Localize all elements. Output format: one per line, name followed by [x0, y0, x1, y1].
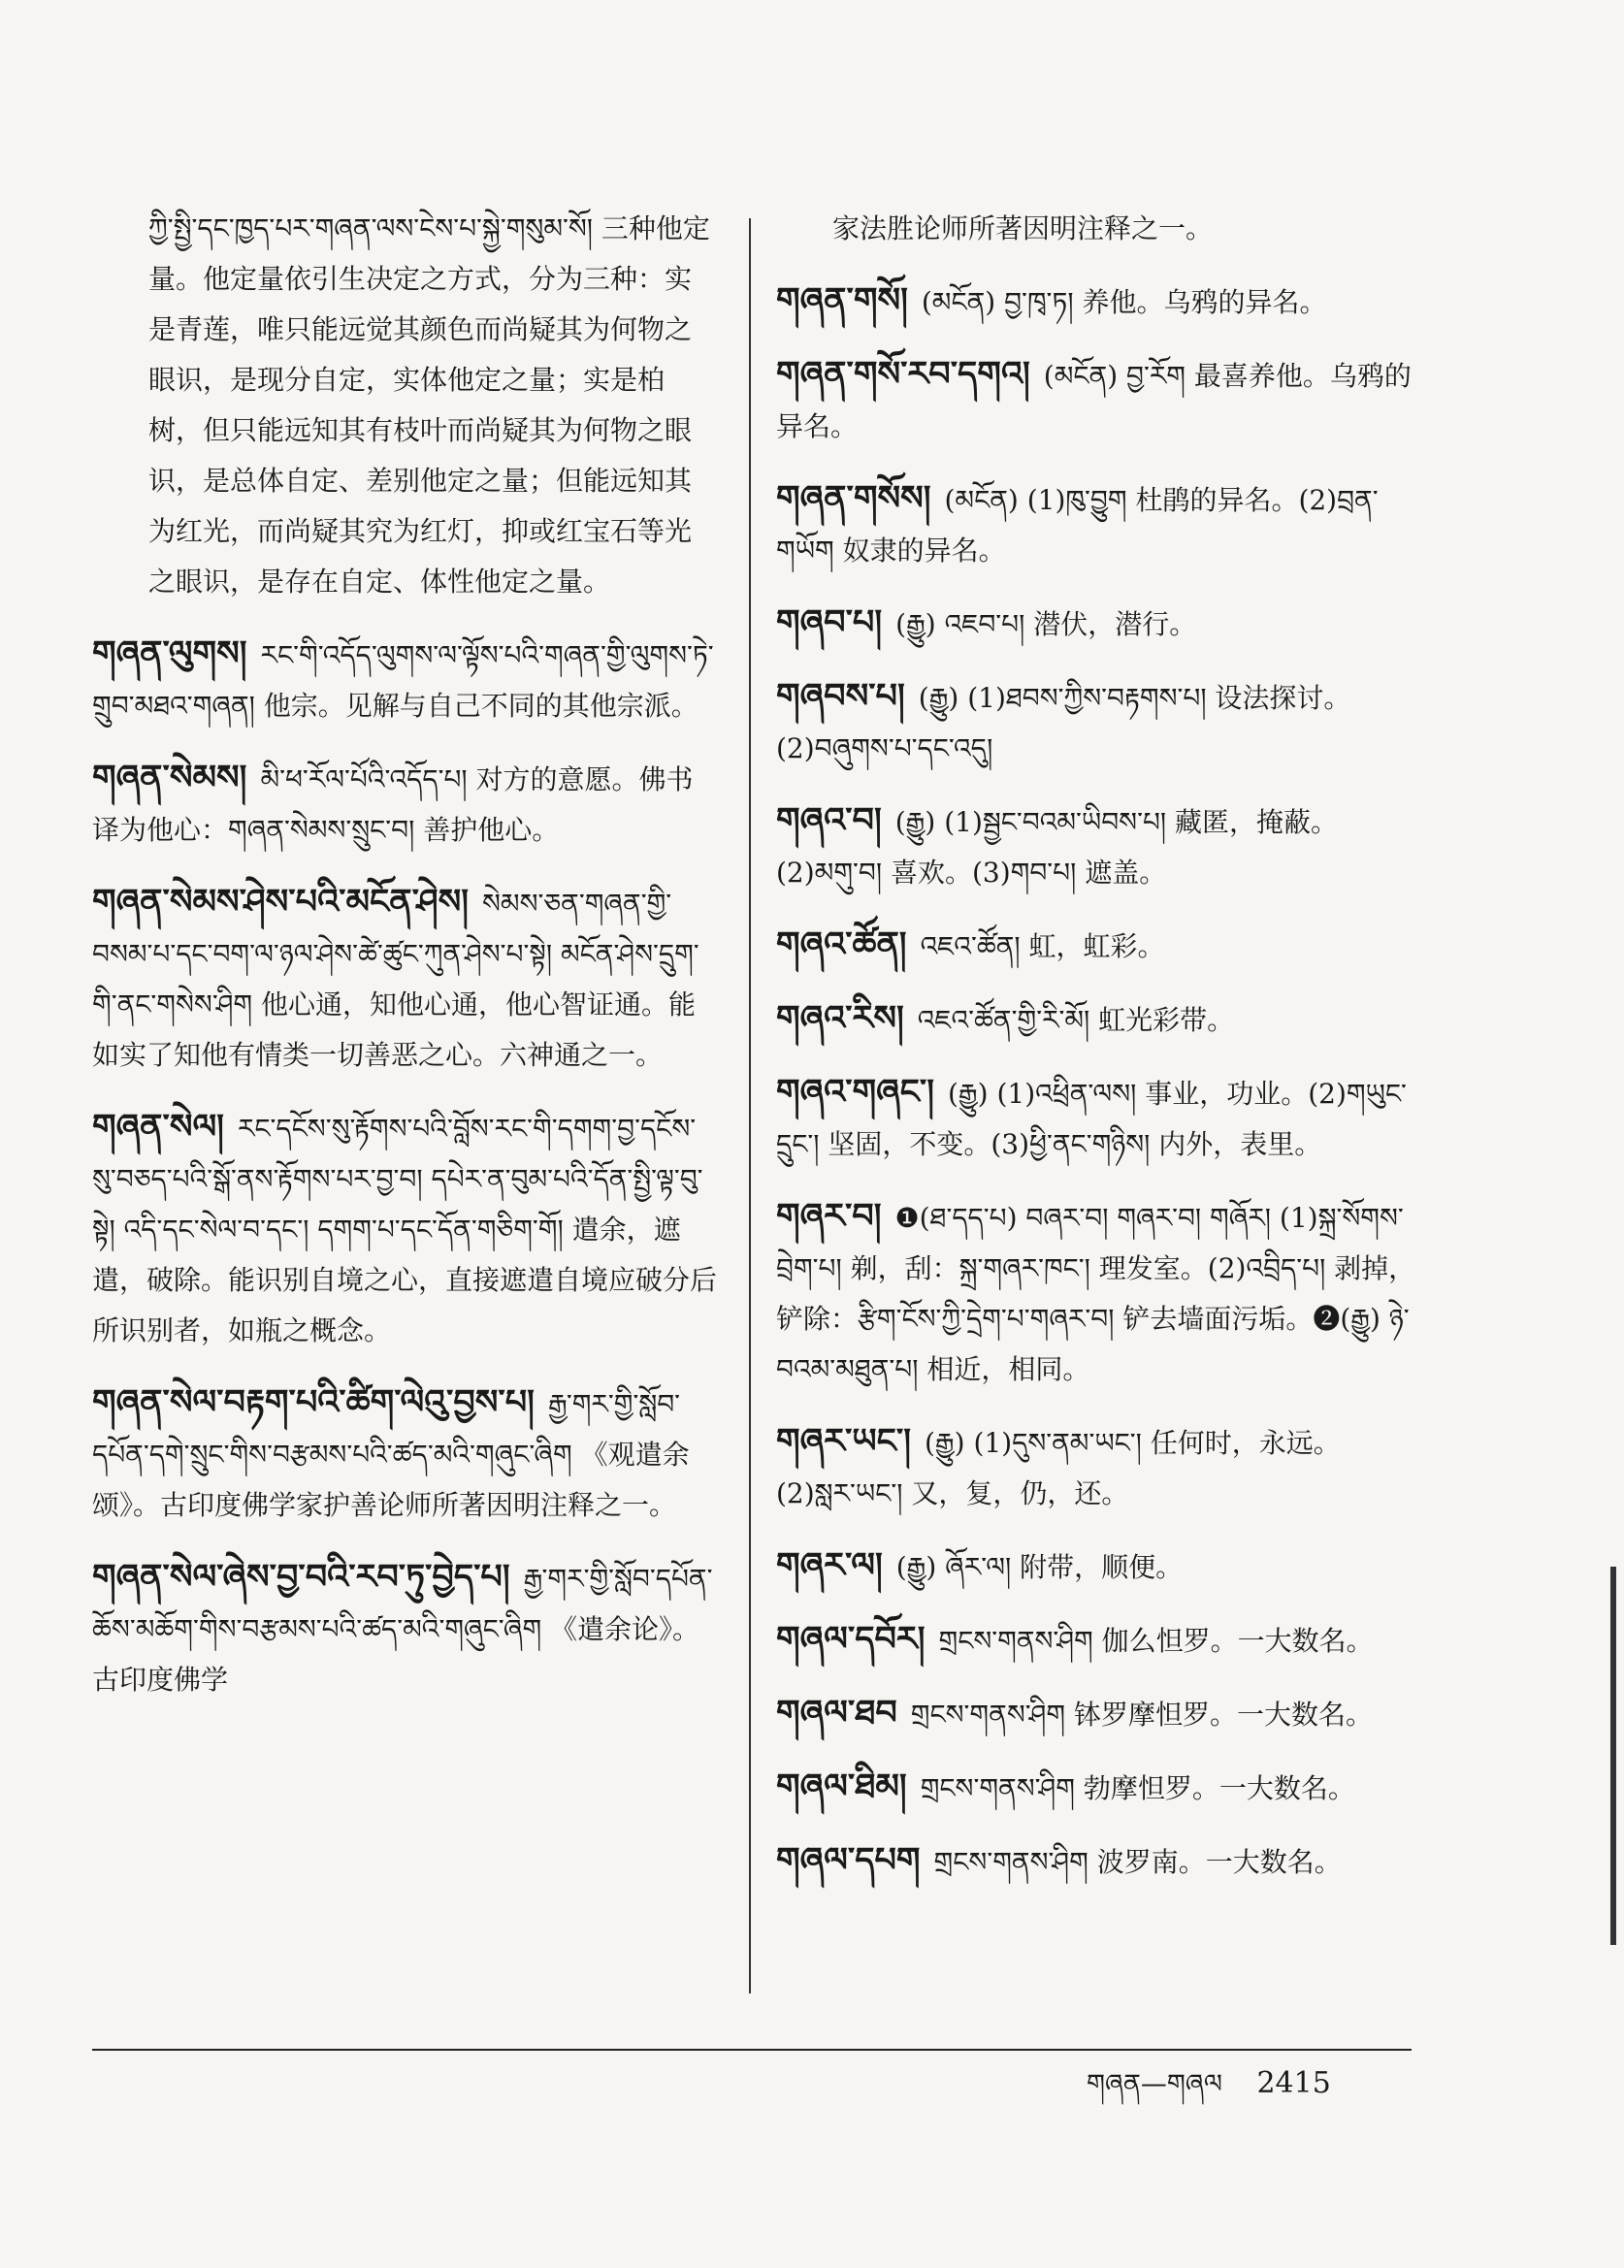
right-column	[776, 204, 1416, 1909]
entry-text: གྲངས་གནས་ཤིག 波罗南。一大数名。	[933, 1846, 1342, 1878]
entry-text: (མངོན) (1)ཁུ་བྱུག 杜鹃的异名。(2)བྲན་གཡོག 奴隶的异名。	[776, 484, 1379, 567]
entry	[776, 1614, 1416, 1667]
headword: གཞན་སེལ།	[92, 1108, 224, 1147]
entry	[776, 1835, 1416, 1888]
entry	[776, 473, 1416, 576]
headword: གཞར་ཡང་།	[776, 1422, 911, 1461]
left-column	[92, 204, 718, 1727]
entry-text: (རྒྱུ) (1)ཐབས་ཀྱིས་བརྟགས་པ། 设法探讨。(2)བཞུགས་པ་དང་འདུ།	[776, 682, 1351, 764]
headword: གཞའ་བ།	[776, 801, 882, 840]
entry	[92, 877, 718, 1081]
entry-text: གྲངས་གནས་ཤིག 钵罗摩怛罗。一大数名。	[910, 1699, 1373, 1731]
entry-text: རང་དངོས་སུ་རྟོགས་པའི་བློས་རང་གི་དགག་བྱ་དངོས་སུ་བཅད་པའི་སྒོ་ནས་རྟོགས་པར་བྱ་བ། དཔེར་ན་བུམ་པའི་དོན་སྤྱི་ལྟ་བུ་སྟེ། འདི་དང་སེལ་བ་དང་། དགག་པ་དང་དོན་གཅིག་གོ། 遣余，遮遣，破除。能识别自境之心，直接遮遣自境应破分后所识别者，如瓶之概念。	[92, 1113, 718, 1346]
headword: གཞབ་པ།	[776, 603, 883, 642]
entry	[92, 1102, 718, 1356]
entry	[776, 671, 1416, 774]
headword: གཞལ་ཐིམ།	[776, 1767, 907, 1806]
running-head: གཞན—གཞལ	[1087, 2069, 1222, 2099]
entry	[92, 204, 718, 607]
entry-text: སེམས་ཅན་གཞན་གྱི་བསམ་པ་དང་བག་ལ་ཉལ་ཤེས་ཚེ་ཚུང་ཀུན་ཤེས་པ་སྟེ། མངོན་ཤེས་དྲུག་གི་ནང་གསེས་ཤིག 他心通，知他心通，他心智证通。能如实了知他有情类一切善恶之心。六神通之一。	[92, 888, 699, 1071]
headword: གཞན་ལུགས།	[92, 634, 247, 673]
entry-text: འཇའ་ཚོན། 虹，虹彩。	[920, 930, 1165, 962]
headword: གཞར་བ།	[776, 1197, 882, 1236]
entry-text: རྒྱ་གར་གྱི་སློབ་དཔོན་དགེ་སྲུང་གིས་བརྩམས་པའི་ཚད་མའི་གཞུང་ཞིག 《观遣余颂》。古印度佛学家护善论师所著因明注释之一。	[92, 1388, 690, 1521]
entry-text: ཀྱི་སྤྱི་དང་ཁྱད་པར་གཞན་ལས་ངེས་པ་སྐྱེ་གསུམ་སོ། 三种他定量。他定量依引生决定之方式，分为三种：实是青莲，唯只能远觉其颜色而尚疑其为何物之眼识，是现分自定，实体他定之量；实是柏树，但只能远知其有枝叶而尚疑其为何物之眼识，是总体自定、差别他定之量；但能远知其为红光，而尚疑其究为红灯，抑或红宝石等光之眼识，是存在自定、体性他定之量。	[148, 212, 710, 598]
headword: གཞན་སེམས།	[92, 759, 247, 797]
column-divider	[749, 218, 751, 1993]
entry	[92, 1377, 718, 1531]
entry	[92, 1552, 718, 1705]
entry-text: (རྒྱུ) (1)འཕྲིན་ལས། 事业，功业。(2)གཡུང་དྲུང་། 坚固，不变。(3)ཕྱི་ནང་གཉིས། 内外，表里。	[776, 1078, 1407, 1160]
headword: གཞའ་གཞང་།	[776, 1073, 934, 1112]
headword: གཞལ་ཐབ	[776, 1694, 897, 1733]
entry-text: (མངོན) བྱ་ཁྭ་ཏ། 养他。乌鸦的异名。	[921, 286, 1327, 318]
scan-edge-mark	[1610, 1567, 1616, 1945]
entry	[776, 1191, 1416, 1395]
footer-rule	[92, 2049, 1412, 2051]
entry	[776, 204, 1416, 254]
entry	[776, 1540, 1416, 1593]
entry	[776, 1416, 1416, 1519]
entry-text: (རྒྱུ) འཇབ་པ། 潜伏，潜行。	[895, 608, 1197, 640]
entry-text: (རྒྱུ) ཞོར་ལ། 附带，顺便。	[895, 1551, 1184, 1583]
headword: གཞན་གསོས།	[776, 479, 931, 518]
entry	[776, 349, 1416, 452]
entry-text: གྲངས་གནས་ཤིག 伽么怛罗。一大数名。	[938, 1625, 1374, 1657]
entry	[776, 1762, 1416, 1814]
entry-text: 家法胜论师所著因明注释之一。	[832, 212, 1214, 244]
entry-text: གྲངས་གནས་ཤིག 勃摩怛罗。一大数名。	[920, 1772, 1355, 1804]
entry-text: རྒྱ་གར་གྱི་སློབ་དཔོན་ཆོས་མཆོག་གིས་བརྩམས་པའི་ཚད་མའི་གཞུང་ཞིག 《遣余论》。古印度佛学	[92, 1563, 713, 1696]
entry	[776, 993, 1416, 1046]
headword: གཞར་ལ།	[776, 1546, 883, 1585]
entry-text: (རྒྱུ) (1)དུས་ནམ་ཡང་། 任何时，永远。(2)སླར་ཡང་། 又，复，仍，还。	[776, 1427, 1341, 1509]
headword: གཞའ་ཚོན།	[776, 925, 907, 964]
entry	[776, 795, 1416, 898]
entry	[776, 920, 1416, 972]
headword: གཞན་གསོ།	[776, 281, 908, 320]
entry	[776, 598, 1416, 650]
entry-text: ❶(ཐ་དད་པ) བཞར་བ། གཞར་བ། གཞོར། (1)སྐྲ་སོགས་བྲེག་པ། 剃，刮：སྐྲ་གཞར་ཁང་། 理发室。(2)འབྲིད་པ། 剥掉，铲除：རྩིག་ངོས་ཀྱི་དྲེག་པ་གཞར་བ། 铲去墙面污垢。❷(རྒྱུ) ཉེ་བའམ་མཐུན་པ། 相近，相同。	[776, 1202, 1416, 1385]
entry	[92, 629, 718, 731]
headword: གཞལ་དཔག	[776, 1841, 921, 1880]
headword: གཞན་གསོ་རབ་དགའ།	[776, 355, 1030, 394]
headword: གཞན་སེལ་ཞེས་བྱ་བའི་རབ་ཏུ་བྱེད་པ།	[92, 1558, 510, 1597]
headword: གཞན་སེལ་བརྟག་པའི་ཚིག་ལེའུ་བྱས་པ།	[92, 1383, 535, 1422]
page-footer	[1087, 2055, 1331, 2128]
headword: གཞབས་པ།	[776, 677, 905, 716]
entry-text: རང་གི་འདོད་ལུགས་ལ་ལྟོས་པའི་གཞན་གྱི་ལུགས་ཏེ་གྲུབ་མཐའ་གཞན། 他宗。见解与自己不同的其他宗派。	[92, 639, 714, 722]
entry	[776, 1688, 1416, 1740]
headword: གཞའ་རིས།	[776, 999, 904, 1038]
entry-text: (མངོན) བྱ་རོག 最喜养他。乌鸦的异名。	[776, 360, 1412, 442]
entry-text: འཇའ་ཚོན་གྱི་རི་མོ། 虹光彩带。	[917, 1004, 1235, 1036]
headword: གཞལ་དབོར།	[776, 1620, 926, 1659]
entry-text: མི་ཕ་རོལ་པོའི་འདོད་པ། 对方的意愿。佛书译为他心：གཞན་སེམས་སྲུང་བ། 善护他心。	[92, 763, 694, 846]
entry	[776, 275, 1416, 328]
headword: གཞན་སེམས་ཤེས་པའི་མངོན་ཤེས།	[92, 883, 470, 922]
entry	[92, 753, 718, 856]
entry	[776, 1067, 1416, 1170]
page-number: 2415	[1256, 2066, 1331, 2100]
entry-text: (རྒྱུ) (1)སྦྱང་བའམ་ཡིབས་པ། 藏匿，掩蔽。(2)མགུ་བ། 喜欢。(3)གབ་པ། 遮盖。	[776, 806, 1339, 889]
